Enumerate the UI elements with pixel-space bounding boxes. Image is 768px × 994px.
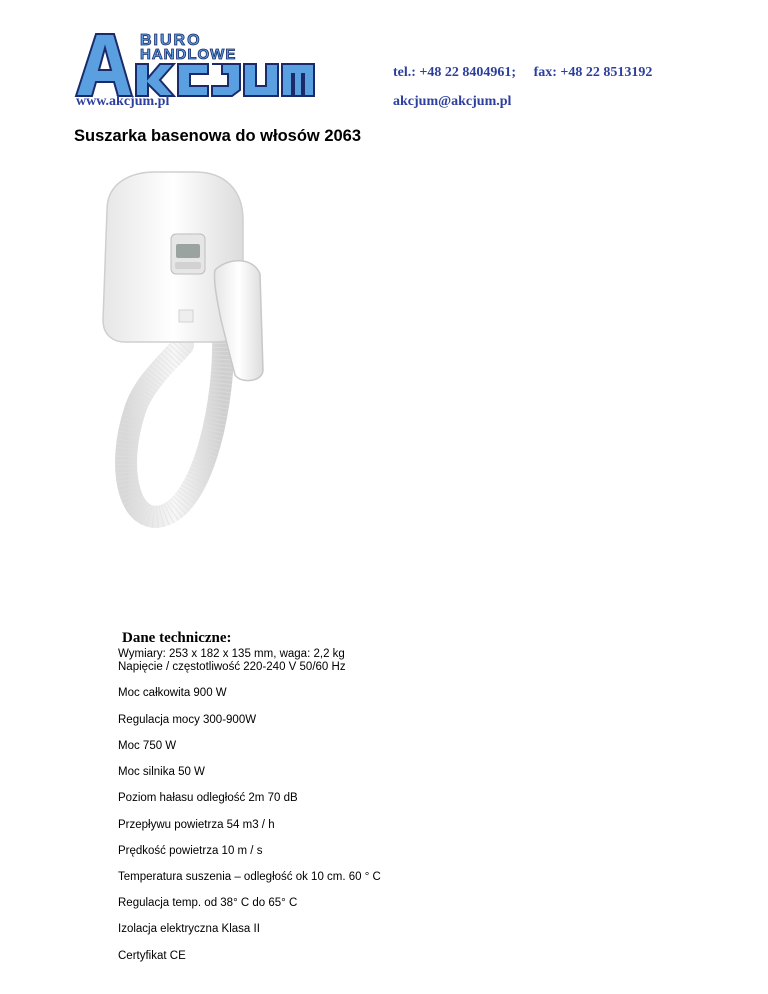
logo-line2: HANDLOWE [140,46,237,63]
contact-line [393,65,652,81]
website-link[interactable]: www.akcjum.pl [76,94,170,109]
spec-insulation: Izolacja elektryczna Klasa II [118,923,260,936]
specs-heading: Dane techniczne: [122,630,232,646]
spec-total-power: Moc całkowita 900 W [118,687,227,700]
spec-drying-temperature: Temperatura suszenia – odległość ok 10 cm. 60 ° C [118,870,381,883]
spec-power-regulation: Regulacja mocy 300-900W [118,713,257,726]
spec-air-speed: Prędkość powietrza 10 m / s [118,844,263,857]
spec-dimensions: Wymiary: 253 x 182 x 135 mm, waga: 2,2 kg [118,648,345,660]
spec-voltage: Napięcie / częstotliwość 220-240 V 50/60 Hz [118,661,346,674]
spec-noise-level: Poziom hałasu odległość 2m 70 dB [118,792,298,805]
spec-power: Moc 750 W [118,739,177,752]
wall-hair-dryer-icon [95,170,295,540]
logo-line1: BIURO [140,32,202,49]
page-title: Suszarka basenowa do włosów 2063 [74,127,362,145]
company-logo[interactable] [74,28,318,98]
email-link[interactable]: akcjum@akcjum.pl [393,94,512,109]
spec-motor-power: Moc silnika 50 W [118,766,205,779]
spec-temp-regulation: Regulacja temp. od 38° C do 65° C [118,897,298,910]
spec-certificate: Certyfikat CE [118,949,186,962]
phone-number: tel.: +48 22 8404961; [393,65,517,80]
specs-list [118,648,381,963]
spec-airflow: Przepływu powietrza 54 m3 / h [118,818,275,831]
fax-number: fax: +48 22 8513192 [533,65,653,80]
